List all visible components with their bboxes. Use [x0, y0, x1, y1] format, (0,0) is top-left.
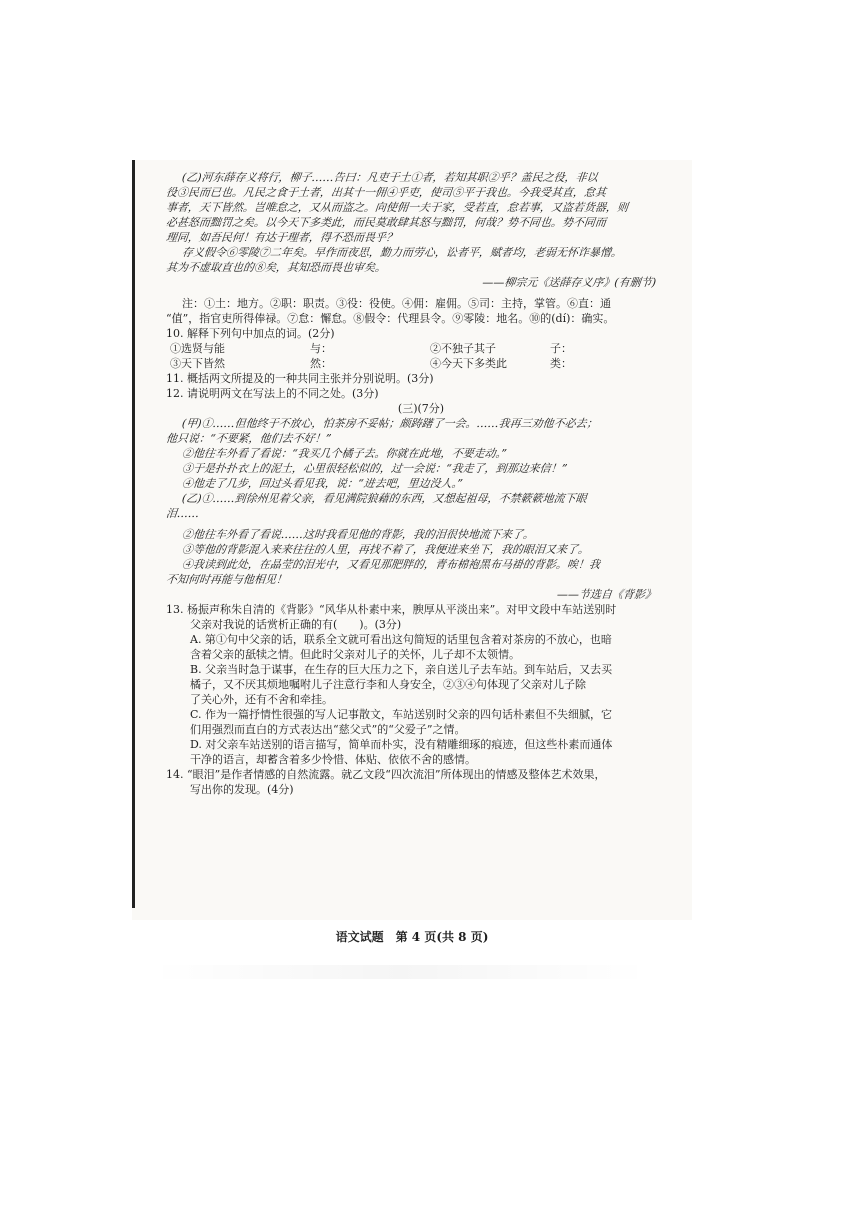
excerpt-line: ②他往车外看了看说……这时我看见他的背影，我的泪很快地流下来了。 — [181, 528, 535, 541]
excerpt-line: (甲)①……但他终于不放心，怕茶房不妥帖；颇踌躇了一会。……我再三劝他不必去； — [181, 417, 599, 430]
excerpt-line: (乙)①……到徐州见着父亲，看见满院狼藉的东西，又想起祖母，不禁簌簌地流下眼 — [181, 492, 588, 505]
q10-item-text: ①选贤与能 — [170, 342, 225, 355]
excerpt-source: ——节选自《背影》 — [556, 588, 657, 601]
q13-option-d: D. 对父亲车站送别的语言描写，简单而朴实，没有精雕细琢的痕迹，但这些朴素而通体 — [190, 738, 613, 751]
passage-line: 役③民而已也。凡民之食于土者，出其十一佣④乎吏，使司⑤平于我也。今我受其直，怠其 — [165, 186, 607, 199]
q10-item-text: ③天下皆然 — [170, 357, 225, 370]
q13-option-d: 干净的语言，却蓄含着多少怜惜、体贴、依依不舍的感情。 — [190, 753, 476, 766]
q13-option-a: 含着父亲的舐犊之情。但此时父亲对儿子的关怀，儿子却不太领情。 — [190, 648, 520, 661]
q10-item-text: ④今天下多类此 — [430, 357, 507, 370]
q13-stem: 父亲对我说的话赏析正确的有( )。(3分) — [190, 618, 402, 631]
q13-option-c: C. 作为一篇抒情性很强的写人记事散文，车站送别时父亲的四句话朴素但不失细腻，它 — [190, 708, 613, 721]
page-content — [166, 170, 676, 797]
question-10: 10. 解释下列句中加点的词。(2分) — [166, 327, 335, 340]
q13-option-b: 橘子，又不厌其烦地嘱咐儿子注意行李和人身安全，②③④句体现了父亲对儿子除 — [190, 678, 586, 691]
passage-line: 必甚怒而黜罚之矣。以今天下多类此，而民莫敢肆其怒与黜罚，何哉？势不同也。势不同而 — [165, 216, 607, 229]
excerpt-line: ③等他的背影混入来来往往的人里，再找不着了，我便进来坐下，我的眼泪又来了。 — [181, 543, 590, 556]
section-3-heading: (三)(7分) — [397, 402, 445, 415]
q10-item-text: ②不独子其子 — [430, 342, 496, 355]
q10-item-blank: 然： — [310, 357, 332, 370]
q13-option-c: 们用强烈而直白的方式表达出“慈父式”的“父爱子”之情。 — [190, 723, 466, 736]
q10-item-blank: 子： — [550, 342, 572, 355]
q13-option-b: 了关心外，还有不舍和牵挂。 — [190, 693, 333, 706]
question-12: 12. 请说明两文在写法上的不同之处。(3分) — [166, 387, 379, 400]
passage-line: (乙)河东薛存义将行，柳子……告曰：凡吏于土①者，若知其职②乎？盖民之役，非以 — [181, 171, 599, 184]
q13-option-a: A. 第①句中父亲的话，联系全文就可看出这句简短的话里包含着对茶房的不放心，也暗 — [190, 633, 612, 646]
question-14 — [166, 767, 676, 797]
passage-line: 事者，天下皆然。岂唯怠之，又从而盗之。向使佣一夫于家，受若直，怠若事，又盗若货器，则 — [165, 201, 629, 214]
question-11: 11. 概括两文所提及的一种共同主张并分别说明。(3分) — [166, 372, 434, 385]
q14-stem: 14. “眼泪”是作者情感的自然流露。就乙文段“四次流泪”所体现出的情感及整体艺术效果， — [166, 768, 606, 781]
q10-item-blank: 与： — [310, 342, 332, 355]
q13-option-b: B. 父亲当时急于谋事，在生存的巨大压力之下，亲自送儿子去车站。到车站后，又去买 — [190, 663, 613, 676]
passage-yi — [166, 170, 676, 326]
excerpt-line: ④我读到此处，在晶莹的泪光中，又看见那肥胖的，青布棉袍黑布马褂的背影。唉！我 — [181, 558, 601, 571]
passage-line: 理同，如吾民何！有达于理者，得不恐而畏乎？ — [165, 231, 398, 244]
excerpt-line: 泪…… — [165, 507, 200, 520]
page-footer: 语文试题 第 4 页(共 8 页) — [335, 930, 489, 944]
passage-source: ——柳宗元《送薛存义序》(有删节) — [481, 276, 657, 289]
note-line: “值”，指官吏所得俸禄。⑦怠：懈怠。⑧假令：代理县令。⑨零陵：地名。⑩的(dí)：确实。 — [166, 312, 615, 325]
q10-items — [166, 341, 676, 371]
excerpt-line: ④他走了几步，回过头看见我，说：“进去吧，里边没人。” — [181, 477, 464, 490]
binding-line — [132, 160, 135, 908]
question-13 — [166, 602, 676, 767]
passage-beiying — [166, 416, 676, 602]
excerpt-line: 不知何时再能与他相见！ — [165, 573, 288, 586]
passage-line: 其为不虚取直也的⑧矣，其知恐而畏也审矣。 — [165, 261, 387, 274]
q14-stem: 写出你的发现。(4分) — [190, 783, 294, 796]
q13-stem: 13. 杨振声称朱自清的《背影》“风华从朴素中来，腴厚从平淡出来”。对甲文段中车站送别时 — [166, 603, 617, 616]
scan-smudge — [150, 965, 650, 979]
excerpt-line: ②他往车外看了看说：“我买几个橘子去。你就在此地，不要走动。” — [181, 447, 508, 460]
passage-line: 存义假令⑥零陵⑦二年矣。早作而夜思，勤力而劳心，讼者平，赋者均，老弱无怀诈暴憎。 — [181, 246, 623, 259]
excerpt-line: 他只说：“不要紧，他们去不好！” — [165, 432, 332, 445]
excerpt-line: ③于是扑扑衣上的泥土，心里很轻松似的，过一会说：“我走了，到那边来信！” — [181, 462, 568, 475]
q10-item-blank: 类： — [550, 357, 572, 370]
note-line: 注：①土：地方。②职：职责。③役：役使。④佣：雇佣。⑤司：主持，掌管。⑥直：通 — [182, 297, 611, 310]
